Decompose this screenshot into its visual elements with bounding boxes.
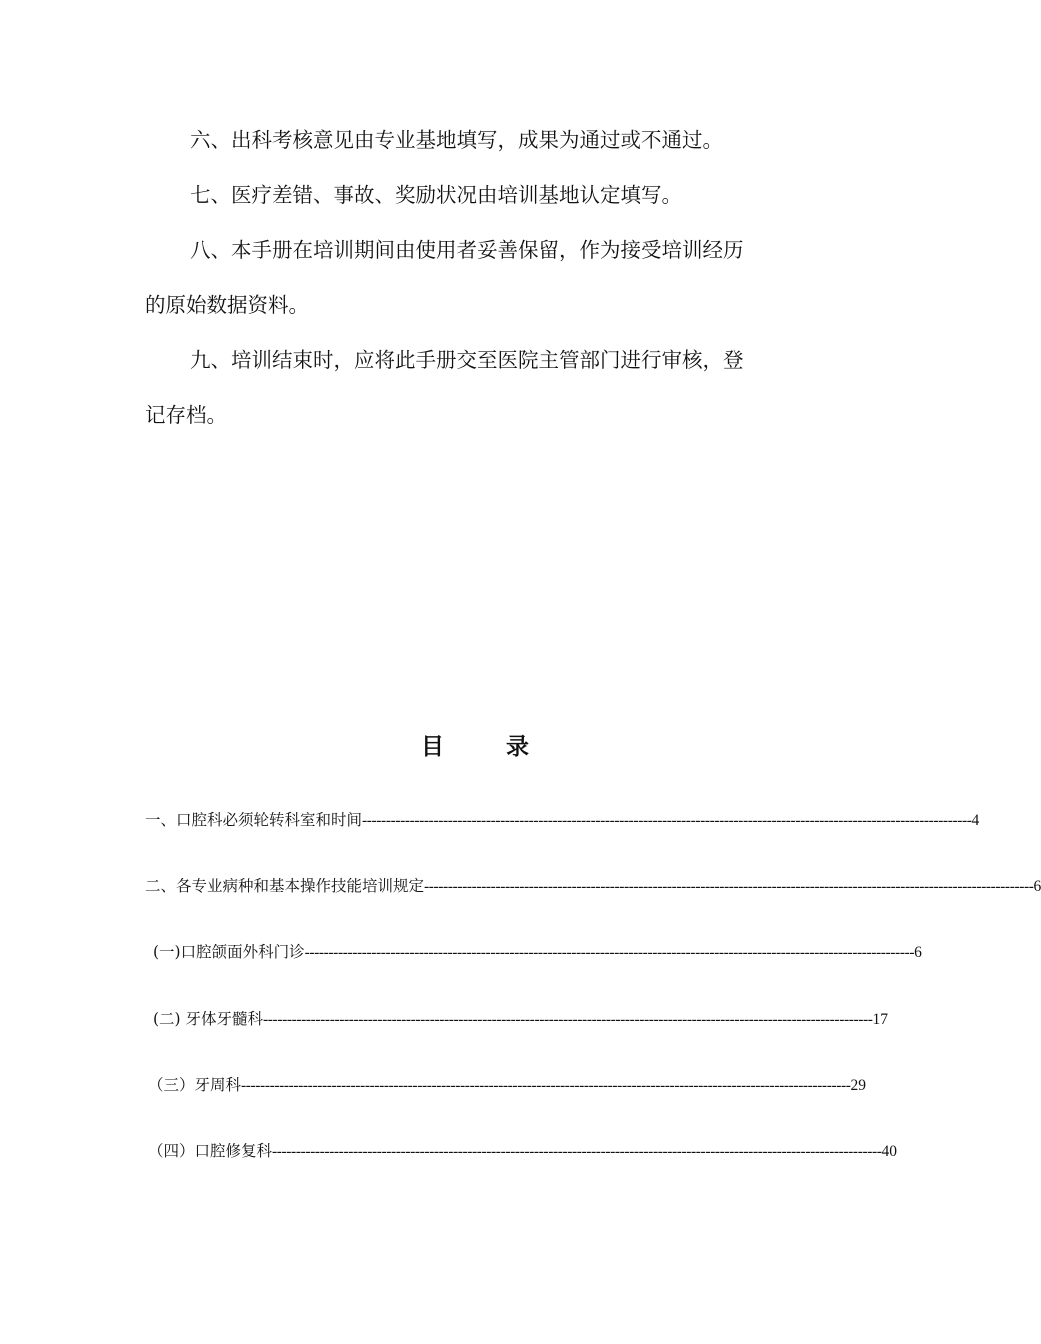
paragraph-line: 八、本手册在培训期间由使用者妥善保留，作为接受培训经历	[190, 238, 744, 262]
toc-entry-page: 4	[971, 812, 980, 829]
toc-entry-label: 一、口腔科必须轮转科室和时间	[145, 811, 363, 829]
toc-entry-page: 40	[881, 1143, 898, 1160]
paragraph-line: 九、培训结束时，应将此手册交至医院主管部门进行审核，登	[190, 348, 744, 372]
toc-entry-label: (一)口腔颌面外科门诊	[153, 943, 305, 961]
toc-entry-label: (二) 牙体牙髓科	[153, 1010, 264, 1028]
toc-leader: --------------------------------------------------------------------------------------------------------------------------------	[304, 944, 915, 961]
paragraph-line: 六、出科考核意见由专业基地填写，成果为通过或不通过。	[190, 128, 723, 152]
toc-leader: --------------------------------------------------------------------------------------------------------------------------------	[272, 1143, 882, 1160]
toc-entry-page: 17	[872, 1011, 889, 1028]
toc-entry[interactable]	[145, 806, 980, 830]
toc-entry[interactable]	[153, 1005, 889, 1029]
toc-entry-page: 6	[914, 944, 922, 961]
paragraph-line-continued: 记存档。	[145, 403, 227, 427]
toc-entry-page: 6	[1033, 878, 1041, 895]
toc-title	[0, 728, 950, 761]
toc-entry[interactable]	[148, 1137, 898, 1161]
toc-entry[interactable]	[153, 938, 922, 962]
paragraph-nine	[145, 333, 805, 443]
paragraph-line-continued: 的原始数据资料。	[145, 293, 309, 317]
toc-entry-page: 29	[850, 1077, 867, 1094]
toc-leader: --------------------------------------------------------------------------------------------------------------------------------	[241, 1077, 851, 1094]
toc-entry[interactable]	[148, 1071, 867, 1095]
paragraph-line: 七、医疗差错、事故、奖励状况由培训基地认定填写。	[190, 183, 682, 207]
toc-title-right: 录	[506, 733, 529, 760]
toc-title-left: 目	[421, 733, 444, 760]
paragraph-six	[145, 113, 805, 168]
toc-entry-label: （四）口腔修复科	[148, 1142, 273, 1160]
toc-entry[interactable]	[145, 872, 1041, 896]
paragraph-seven	[145, 168, 805, 223]
toc-entry-label: （三）牙周科	[148, 1076, 242, 1094]
paragraph-eight	[145, 223, 805, 333]
toc-leader: --------------------------------------------------------------------------------------------------------------------------------	[424, 878, 1034, 895]
toc-entry-label: 二、各专业病种和基本操作技能培训规定	[145, 877, 425, 895]
toc-leader: --------------------------------------------------------------------------------------------------------------------------------	[362, 812, 972, 829]
toc-leader: --------------------------------------------------------------------------------------------------------------------------------	[263, 1011, 873, 1028]
